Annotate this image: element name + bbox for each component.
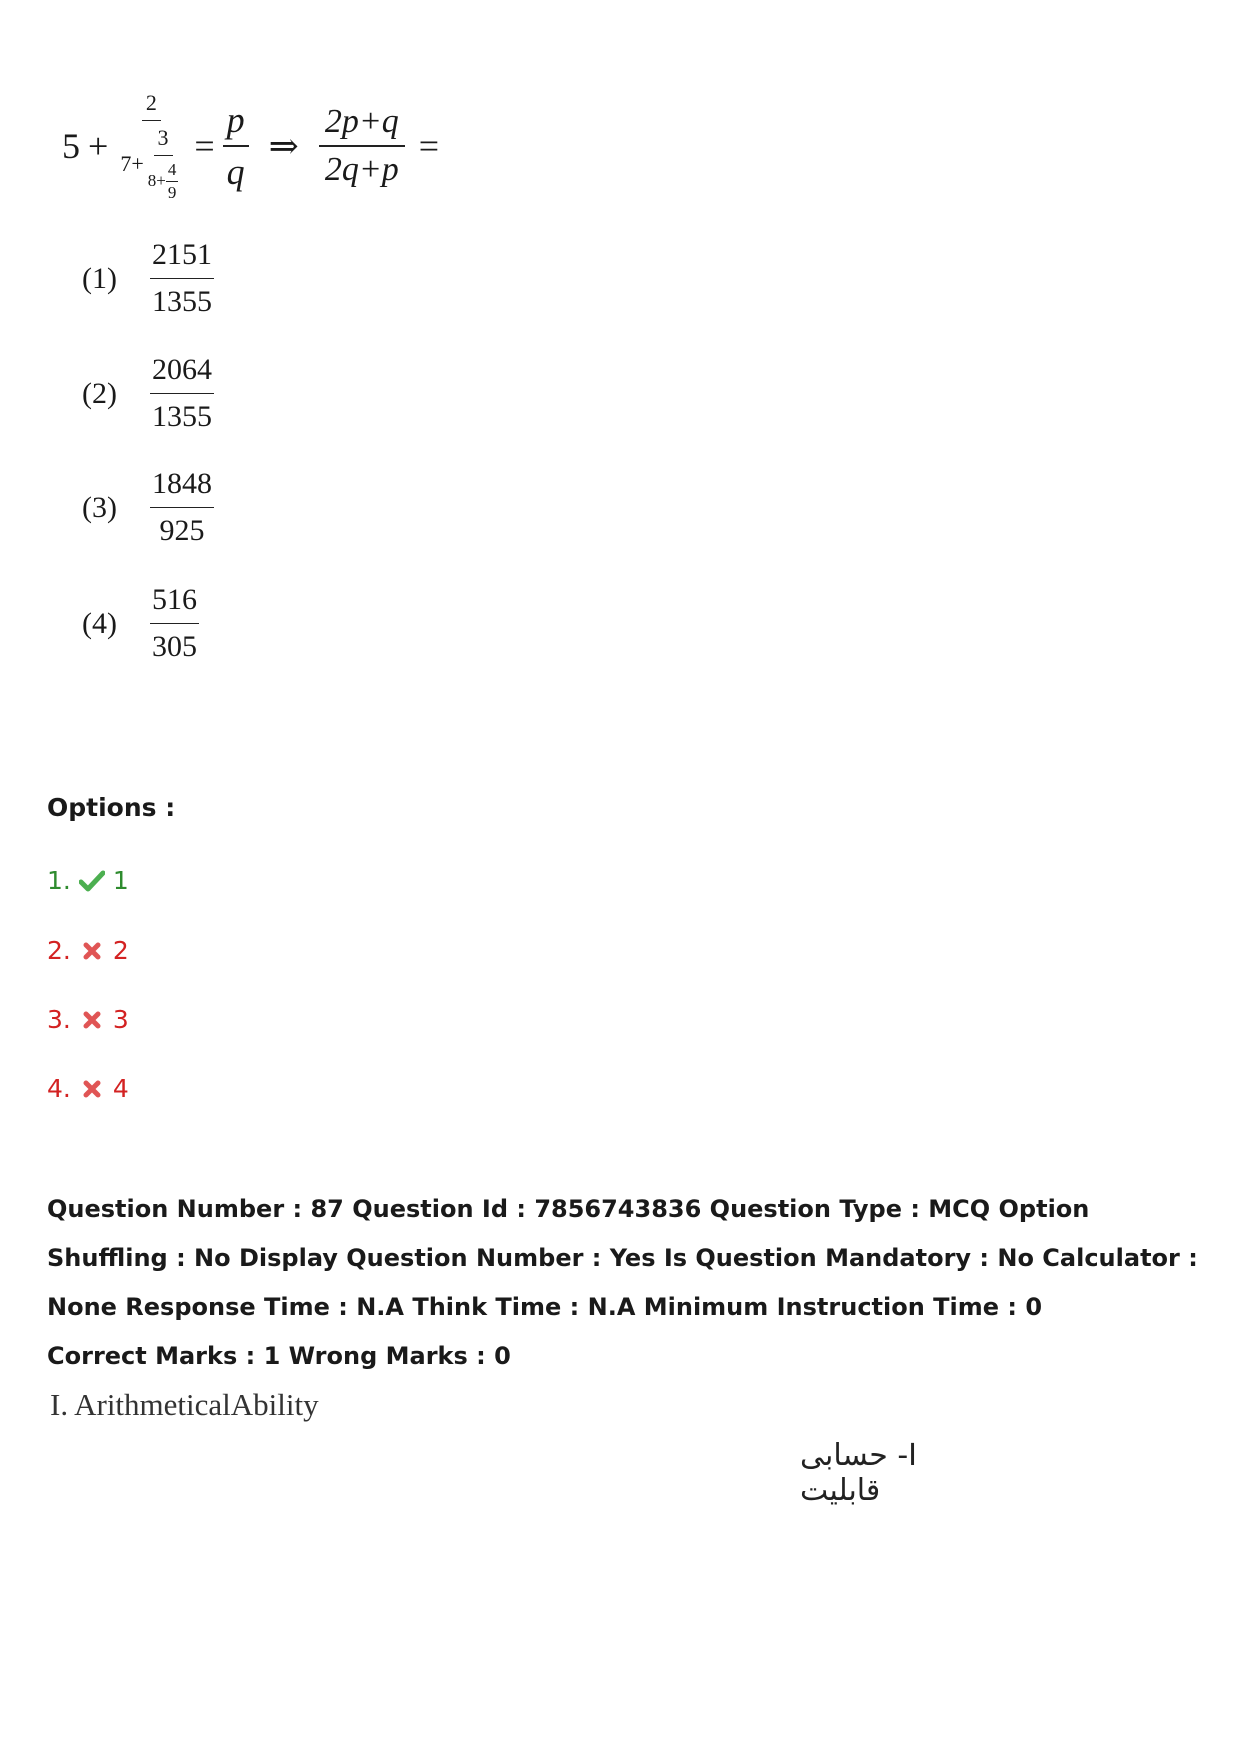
answer-denominator: 925 xyxy=(159,514,205,547)
p-over-q xyxy=(223,99,249,193)
target-fraction xyxy=(319,103,405,189)
cf-innermost-fraction xyxy=(166,160,179,203)
equation-whole: 5 xyxy=(62,126,80,166)
answer-label: (4) xyxy=(82,606,117,640)
option-number: 3. xyxy=(47,1005,71,1034)
option-number: 4. xyxy=(47,1074,71,1103)
cf-denominator-1 xyxy=(116,121,186,203)
q-variable: q xyxy=(226,152,245,192)
option-2 xyxy=(47,936,129,965)
answer-label: (1) xyxy=(82,261,117,295)
target-numerator: 2p+q xyxy=(319,103,405,147)
answer-fraction xyxy=(150,467,214,548)
answer-choice-3 xyxy=(82,467,214,548)
options-heading: Options : xyxy=(47,793,176,822)
answer-fraction xyxy=(150,238,214,319)
answer-denominator: 1355 xyxy=(152,285,212,318)
cross-icon xyxy=(79,1076,105,1102)
answer-numerator: 1848 xyxy=(150,467,214,508)
answer-denominator: 1355 xyxy=(152,400,212,433)
cross-icon xyxy=(79,1007,105,1033)
option-value: 2 xyxy=(112,936,129,965)
p-variable: p xyxy=(223,99,249,147)
option-4 xyxy=(47,1074,129,1103)
cf-numerator-1: 2 xyxy=(142,90,161,121)
answer-numerator: 516 xyxy=(150,583,199,624)
option-value: 4 xyxy=(112,1074,129,1103)
answer-numerator: 2064 xyxy=(150,353,214,394)
cf-denominator-3: 9 xyxy=(167,182,177,202)
cross-icon xyxy=(79,938,105,964)
answer-choice-2 xyxy=(82,353,214,434)
check-icon xyxy=(79,868,105,894)
option-number: 2. xyxy=(47,936,71,965)
answer-label: (3) xyxy=(82,490,117,524)
section-title-urdu: I- حسابی قابلیت xyxy=(800,1438,918,1508)
answer-numerator: 2151 xyxy=(150,238,214,279)
question-meta: Question Number : 87 Question Id : 7856743836 Question Type : MCQ Option Shuffling : No Display Question Number : Yes Is Question Mandatory : No Calculator : None Response Time : N.A Think Time : N.A Minimum Instruction Time : 0 xyxy=(47,1195,1198,1321)
option-number: 1. xyxy=(47,866,71,895)
equation-plus: + xyxy=(88,126,109,166)
cf-denominator-2 xyxy=(144,156,183,203)
implies-symbol: ⇒ xyxy=(268,126,299,166)
cf-denominator-2-whole: 8+ xyxy=(147,171,166,190)
answer-fraction xyxy=(150,353,214,434)
answer-choice-1 xyxy=(82,238,214,319)
cf-numerator-3: 4 xyxy=(166,160,179,182)
answer-choice-4 xyxy=(82,583,199,664)
target-denominator: 2q+p xyxy=(324,151,399,188)
question-equation xyxy=(62,86,447,206)
option-value: 1 xyxy=(112,866,129,895)
section-title-english: I. ArithmeticalAbility xyxy=(50,1387,319,1422)
cf-inner-fraction xyxy=(144,125,183,203)
answer-denominator: 305 xyxy=(152,630,197,663)
answer-label: (2) xyxy=(82,376,117,410)
final-equals: = xyxy=(418,126,440,166)
option-value: 3 xyxy=(112,1005,129,1034)
cf-denominator-1-whole: 7+ xyxy=(120,150,144,176)
answer-fraction xyxy=(150,583,199,664)
question-marks: Correct Marks : 1 Wrong Marks : 0 xyxy=(47,1342,511,1370)
continued-fraction xyxy=(116,90,186,203)
option-3 xyxy=(47,1005,129,1034)
equation-equals: = xyxy=(194,126,215,166)
option-1 xyxy=(47,866,129,895)
cf-numerator-2: 3 xyxy=(154,125,173,156)
